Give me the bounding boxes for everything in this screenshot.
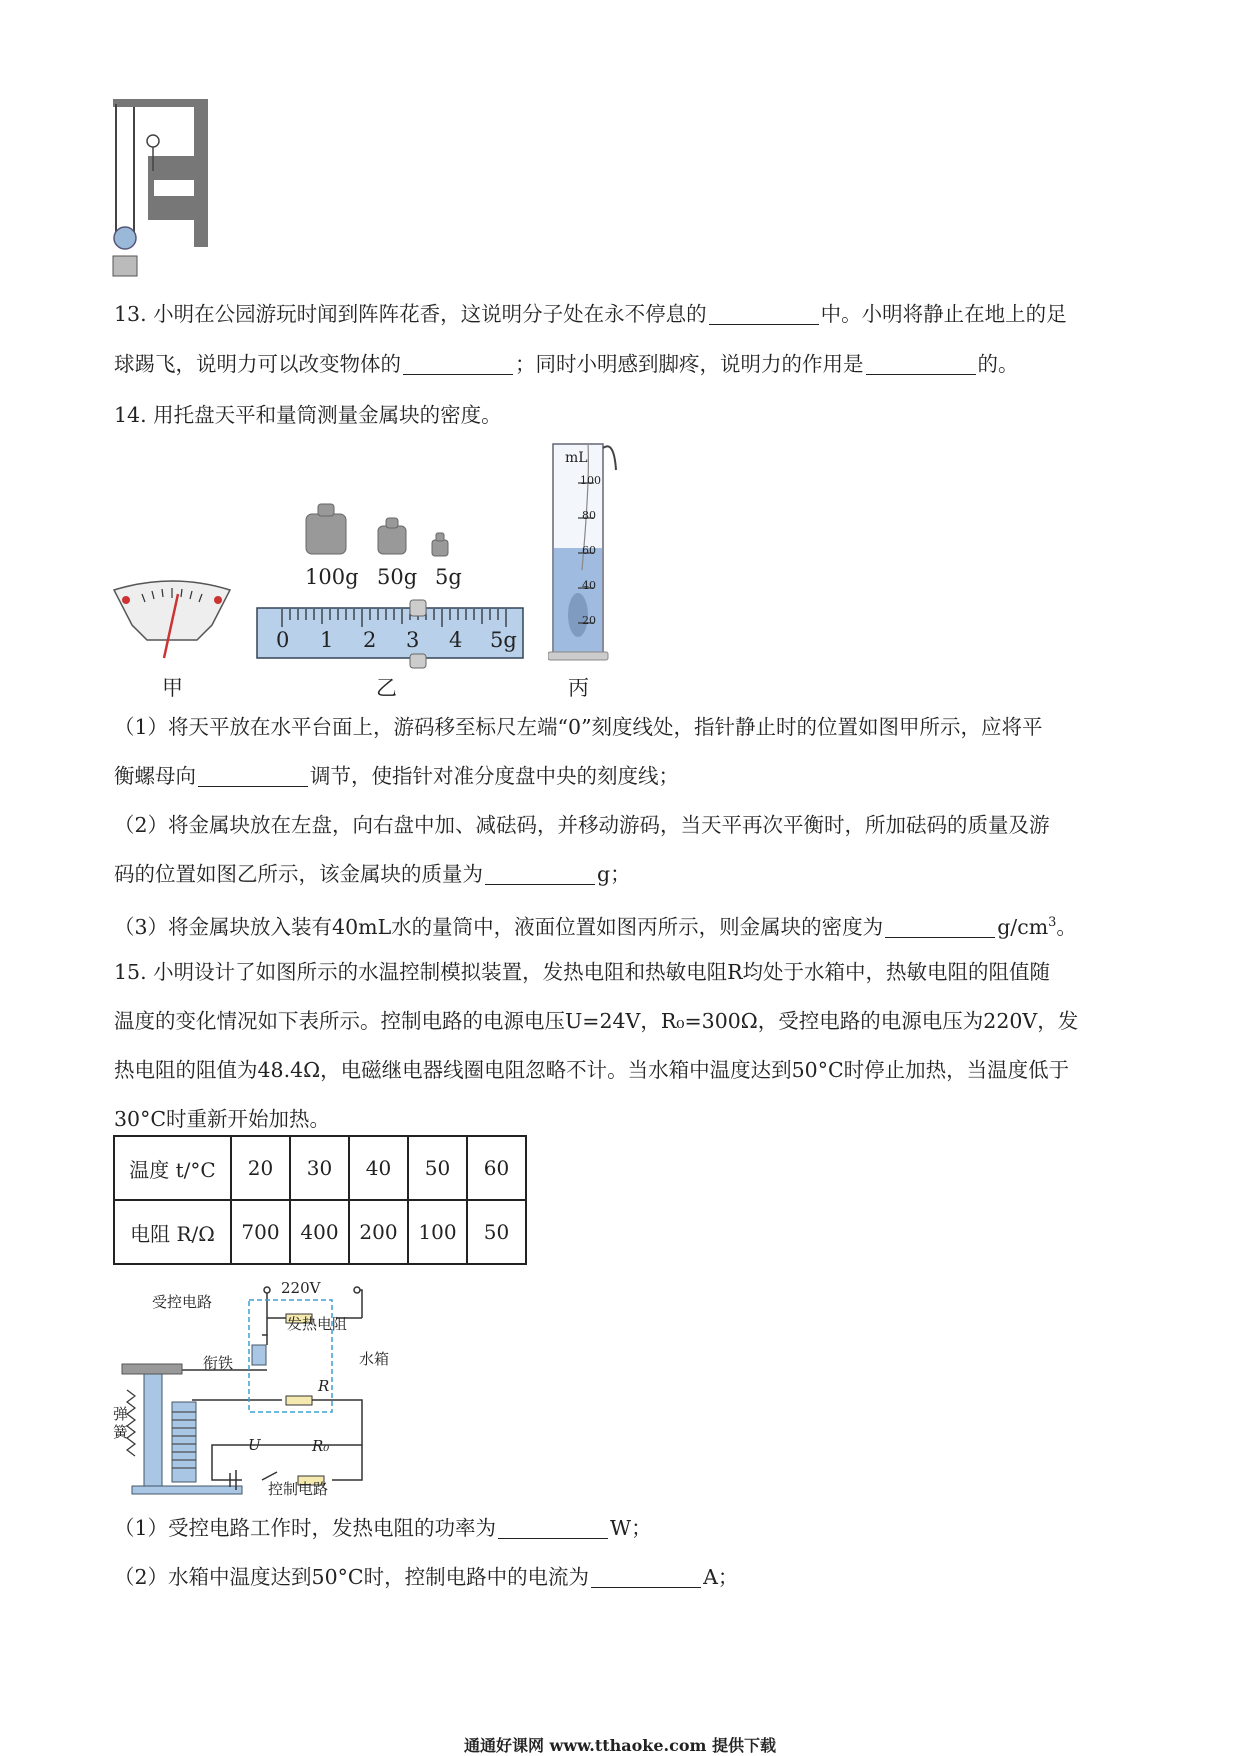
q13-line2	[114, 349, 1019, 379]
circuit-controlled-label: 受控电路	[152, 1293, 213, 1311]
answer-blank[interactable]	[403, 352, 513, 375]
figure-label: 乙	[376, 676, 397, 700]
answer-blank[interactable]	[866, 352, 976, 375]
scale-number: 3	[406, 628, 420, 652]
q14-text: g；	[597, 862, 631, 886]
table-cell: 400	[290, 1200, 349, 1264]
circuit-heater-label: 发热电阻	[287, 1315, 348, 1333]
table-cell: 200	[349, 1200, 408, 1264]
table-row	[114, 1136, 526, 1200]
q13-text: 中。小明将静止在地上的足	[820, 302, 1067, 326]
table-row	[114, 1200, 526, 1264]
circuit-control-label: 控制电路	[268, 1480, 329, 1498]
cylinder-tick: 20	[582, 614, 596, 627]
table-cell: 50	[467, 1200, 526, 1264]
circuit-spring-label: 弹簧	[113, 1405, 129, 1441]
q14-part2-line2	[114, 859, 631, 889]
q14-text: 调节，使指针对准分度盘中央的刻度线；	[310, 764, 679, 788]
q14-text: （3）将金属块放入装有40mL水的量筒中，液面位置如图丙所示，则金属块的密度为	[114, 914, 884, 939]
scale-number: 0	[276, 628, 290, 652]
temperature-resistance-table	[113, 1135, 527, 1265]
q15-line1: 15. 小明设计了如图所示的水温控制模拟装置，发热电阻和热敏电阻R均处于水箱中，热敏电阻的阻值随	[114, 960, 1051, 984]
scale-number: 4	[449, 628, 463, 652]
q14-unit: g/cm	[997, 914, 1049, 939]
q14-part1-line2	[114, 761, 679, 791]
table-header: 电阻 R/Ω	[114, 1200, 231, 1264]
q14-text: 。	[1056, 914, 1077, 939]
weights-figure	[302, 500, 472, 560]
circuit-u-label: U	[248, 1436, 261, 1454]
weight-label: 50g	[377, 565, 418, 589]
circuit-armature-label: 衔铁	[203, 1354, 234, 1372]
circuit-r-label: R	[318, 1377, 330, 1395]
cylinder-tick: 60	[582, 544, 596, 557]
q15-text: （2）水箱中温度达到50°C时，控制电路中的电流为	[114, 1565, 590, 1589]
figure-label: 丙	[568, 676, 589, 700]
table-cell: 700	[231, 1200, 290, 1264]
q13-text: ；同时小明感到脚疼，说明力的作用是	[515, 352, 864, 376]
circuit-tank-label: 水箱	[359, 1350, 390, 1368]
answer-blank[interactable]	[591, 1565, 701, 1588]
answer-blank[interactable]	[709, 302, 819, 325]
table-cell: 30	[290, 1136, 349, 1200]
q15-line2: 温度的变化情况如下表所示。控制电路的电源电压U=24V，R₀=300Ω，受控电路的电源电压为220V，发	[114, 1009, 1079, 1033]
weight-label: 5g	[435, 565, 462, 589]
q13-text: 13. 小明在公园游玩时闻到阵阵花香，这说明分子处在永不停息的	[114, 302, 707, 326]
page-footer: 通通好课网 www.tthaoke.com 提供下载	[463, 1736, 777, 1755]
q15-text: W；	[610, 1516, 652, 1540]
table-cell: 60	[467, 1136, 526, 1200]
circuit-voltage-label: 220V	[281, 1279, 321, 1297]
pulley-figure	[108, 96, 218, 288]
table-cell: 40	[349, 1136, 408, 1200]
table-cell: 50	[408, 1136, 467, 1200]
cylinder-tick: 40	[582, 579, 596, 592]
q15-sub1	[114, 1513, 652, 1543]
q13-text: 的。	[977, 352, 1019, 376]
rider-scale	[256, 598, 526, 670]
weight-label: 100g	[305, 565, 359, 589]
q14-part2-line1: （2）将金属块放在左盘，向右盘中加、减砝码，并移动游码，当天平再次平衡时，所加砝码的质量及游	[114, 813, 1050, 837]
scale-number: 1	[320, 628, 334, 652]
q13-line1	[114, 299, 1067, 329]
table-cell: 20	[231, 1136, 290, 1200]
cylinder-tick: 100	[580, 474, 601, 487]
scale-number: 2	[363, 628, 377, 652]
cylinder-unit: mL	[565, 450, 588, 466]
circuit-r0-label: R₀	[312, 1437, 330, 1455]
answer-blank[interactable]	[485, 862, 595, 885]
q15-text: （1）受控电路工作时，发热电阻的功率为	[114, 1516, 497, 1540]
table-header: 温度 t/°C	[114, 1136, 231, 1200]
circuit-diagram	[112, 1280, 412, 1500]
balance-dial	[112, 580, 232, 660]
cylinder-tick: 80	[582, 509, 596, 522]
answer-blank[interactable]	[498, 1516, 608, 1539]
scale-number: 5g	[490, 628, 517, 652]
table-cell: 100	[408, 1200, 467, 1264]
q15-line3: 热电阻的阻值为48.4Ω，电磁继电器线圈电阻忽略不计。当水箱中温度达到50°C时停止加热，当温度低于	[114, 1058, 1070, 1082]
q14-title: 14. 用托盘天平和量筒测量金属块的密度。	[114, 403, 502, 427]
q14-part3	[114, 908, 1077, 942]
q15-line4: 30°C时重新开始加热。	[114, 1107, 331, 1131]
q15-sub2	[114, 1562, 738, 1592]
q14-unit-sup: 3	[1048, 915, 1057, 930]
answer-blank[interactable]	[198, 764, 308, 787]
figure-label: 甲	[162, 676, 183, 700]
q14-text: 码的位置如图乙所示，该金属块的质量为	[114, 862, 483, 886]
q13-text: 球踢飞，说明力可以改变物体的	[114, 352, 401, 376]
q14-part1-line1: （1）将天平放在水平台面上，游码移至标尺左端“0”刻度线处，指针静止时的位置如图甲所示，应将平	[114, 715, 1043, 739]
q14-text: 衡螺母向	[114, 764, 196, 788]
answer-blank[interactable]	[885, 915, 995, 938]
q15-text: A；	[703, 1565, 739, 1589]
